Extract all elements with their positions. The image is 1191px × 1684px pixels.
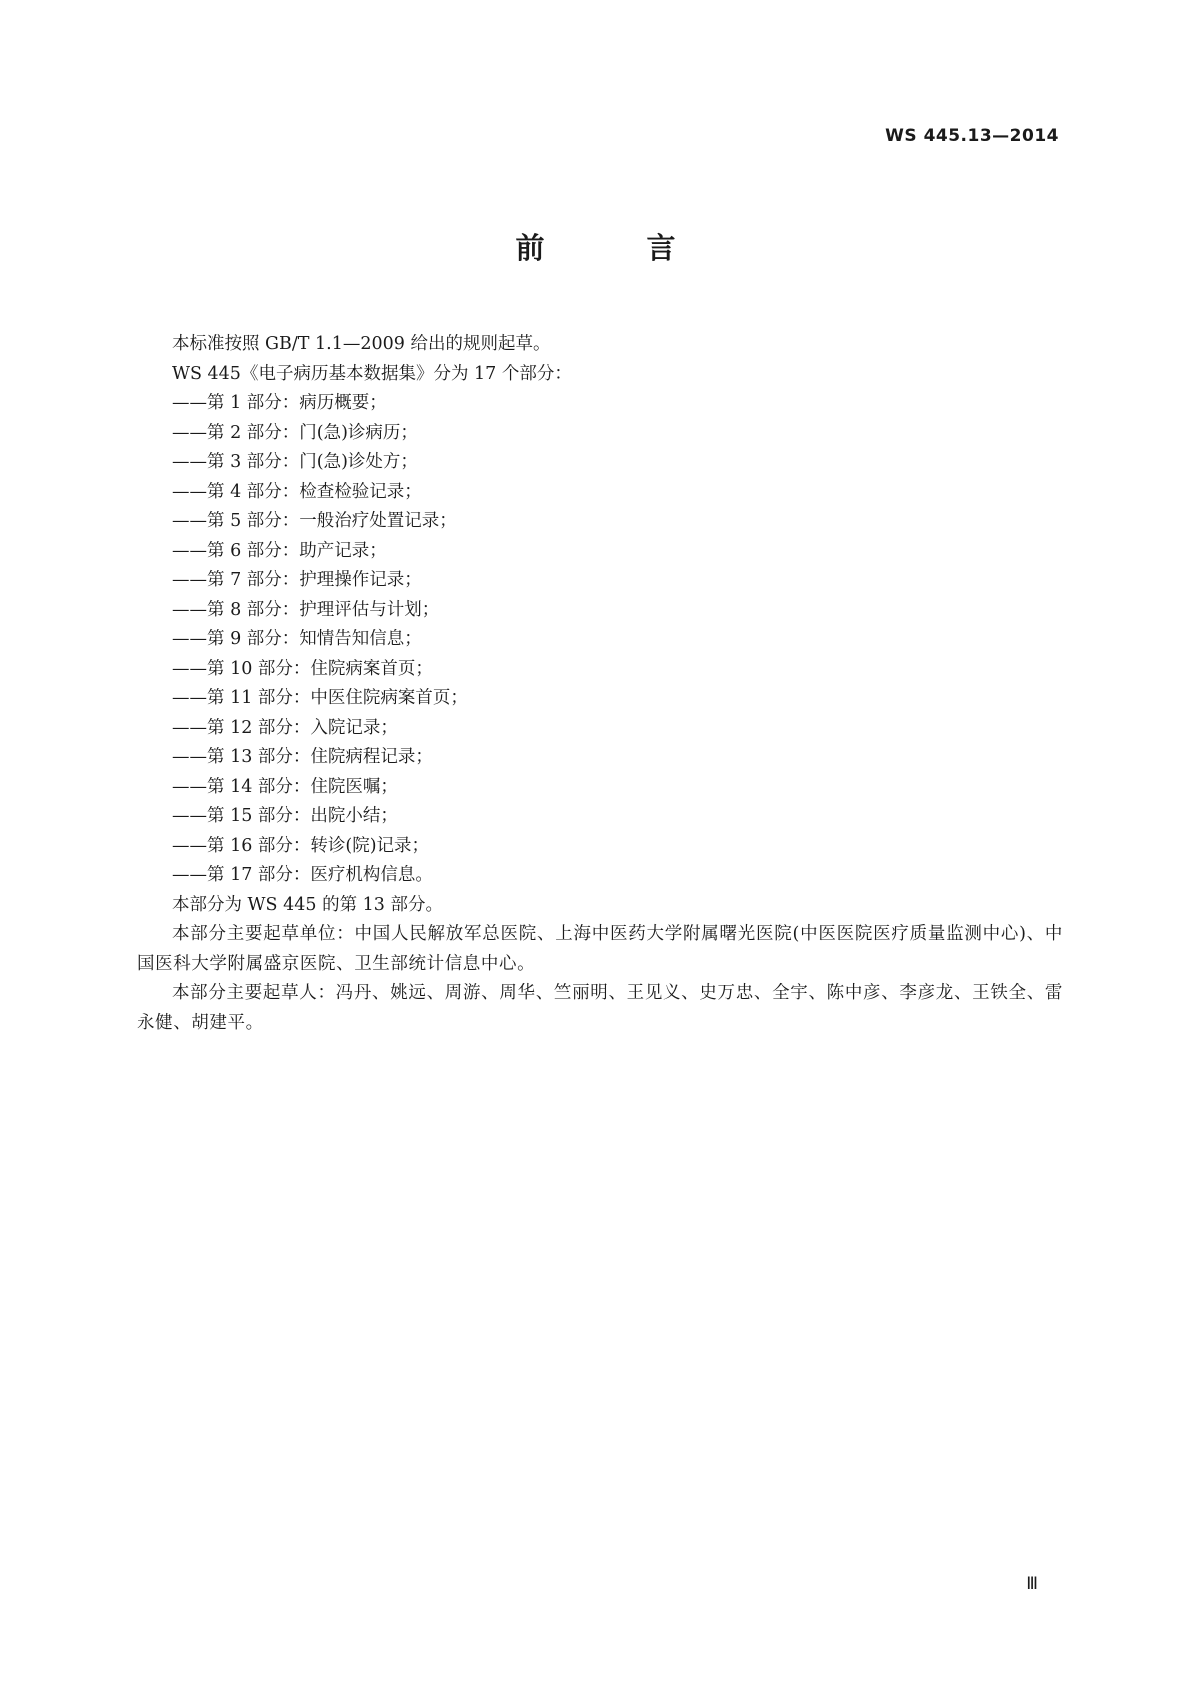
list-item: ——第 1 部分：病历概要； [172, 393, 387, 413]
standard-code: WS 445.13—2014 [885, 126, 1059, 146]
list-item: ——第 10 部分：住院病案首页； [172, 658, 433, 679]
list-item: ——第 2 部分：门(急)诊病历； [172, 422, 418, 443]
paragraph: 本标准按照 GB/T 1.1—2009 给出的规则起草。 [172, 334, 551, 354]
list-item: ——第 12 部分：入院记录； [172, 717, 398, 738]
list-item: ——第 3 部分：门(急)诊处方； [172, 452, 418, 472]
list-item: ——第 13 部分：住院病程记录； [172, 747, 433, 767]
drafters-paragraph: 本部分主要起草人：冯丹、姚远、周游、周华、竺丽明、王见义、史万忠、全宇、陈中彦、李彦龙、王铁全、雷永健、胡建平。 [137, 983, 1063, 1033]
drafting-units-paragraph: 本部分主要起草单位：中国人民解放军总医院、上海中医药大学附属曙光医院(中医医院医疗质量监测中心)、中国医科大学附属盛京医院、卫生部统计信息中心。 [137, 924, 1063, 974]
list-item: ——第 17 部分：医疗机构信息。 [172, 865, 433, 885]
list-item: ——第 15 部分：出院小结； [172, 806, 398, 826]
page-number: Ⅲ [1026, 1574, 1038, 1594]
paragraph: WS 445《电子病历基本数据集》分为 17 个部分： [172, 363, 572, 384]
foreword-body [137, 330, 1063, 1038]
list-item: ——第 11 部分：中医住院病案首页； [172, 688, 468, 708]
list-item: ——第 14 部分：住院医嘱； [172, 776, 398, 797]
list-item: ——第 5 部分：一般治疗处置记录； [172, 511, 457, 531]
page-title: 前 言 [515, 231, 722, 265]
list-item: ——第 7 部分：护理操作记录； [172, 570, 422, 590]
paragraph: 本部分为 WS 445 的第 13 部分。 [172, 894, 443, 915]
list-item: ——第 4 部分：检查检验记录； [172, 481, 422, 502]
list-item: ——第 9 部分：知情告知信息； [172, 629, 422, 649]
list-item: ——第 6 部分：助产记录； [172, 540, 387, 561]
list-item: ——第 8 部分：护理评估与计划； [172, 599, 440, 620]
list-item: ——第 16 部分：转诊(院)记录； [172, 835, 430, 856]
